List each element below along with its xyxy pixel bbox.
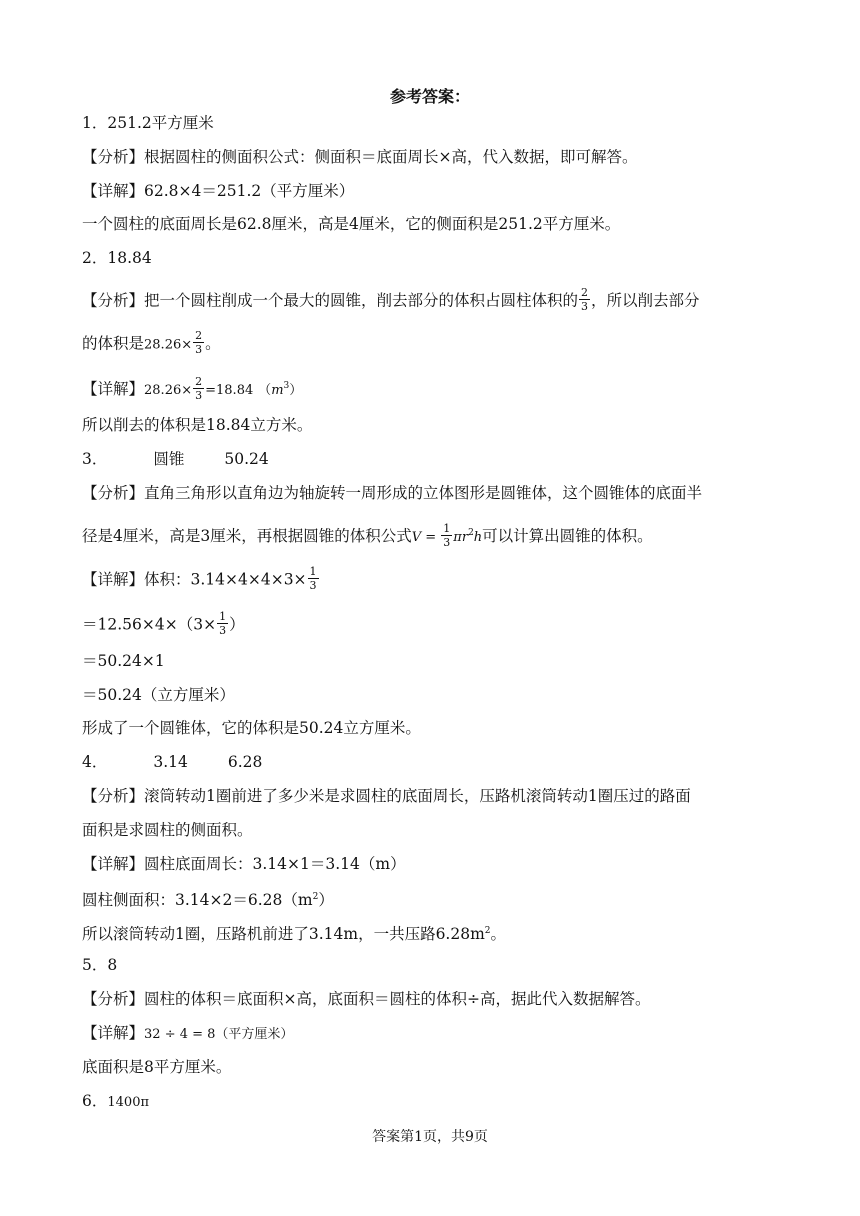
q4-answer-2: 6.28 [227, 753, 263, 771]
q1-number: 1． [82, 114, 108, 132]
q5-answer: 8 [107, 956, 118, 974]
q1-answer: 251.2平方厘米 [107, 114, 214, 132]
q4-detail: 【详解】圆柱底面周长：3.14×1＝3.14（m） [82, 855, 406, 873]
q2-analysis2-text-b: 。 [205, 334, 221, 353]
q3-detail-text: 【详解】体积：3.14×4×4×3× [82, 570, 307, 589]
q3-analysis-text-a: 径是4厘米，高是3厘米，再根据圆锥的体积公式 [82, 527, 412, 546]
q4-conclusion-superscript: 2 [484, 926, 491, 936]
q4-step-1 [82, 886, 334, 911]
q3-answer-line [82, 448, 269, 470]
q3-answer-2: 50.24 [224, 450, 269, 468]
fraction-numerator: 1 [219, 610, 227, 623]
q2-number: 2． [82, 249, 108, 267]
q5-number: 5． [82, 956, 108, 974]
q6-answer-line [82, 1090, 149, 1114]
page-footer: 答案第1页，共9页 [372, 1129, 488, 1145]
q5-detail [82, 1022, 293, 1046]
formula-v: V [411, 530, 422, 546]
fraction-denominator: 3 [443, 535, 451, 549]
formula-h: h [473, 530, 483, 546]
q3-analysis-text-b: 可以计算出圆锥的体积。 [482, 527, 653, 546]
fraction-numerator: 2 [195, 329, 203, 342]
q2-unit-superscript: 3 [283, 381, 290, 391]
q3-conclusion: 形成了一个圆锥体，它的体积是50.24立方厘米。 [82, 719, 421, 737]
q2-unit-close: ） [289, 383, 303, 399]
q3-formula-fraction [441, 522, 452, 549]
fraction-numerator: 2 [581, 286, 589, 299]
q1-analysis: 【分析】根据圆柱的侧面积公式：侧面积＝底面周长×高，代入数据，即可解答。 [82, 148, 638, 166]
q2-detail-result: =18.84 [205, 383, 254, 399]
q5-detail-expression: 32 ÷ 4 = 8 [144, 1027, 216, 1042]
q3-answer-1: 圆锥 [153, 450, 185, 468]
q5-answer-line [82, 954, 117, 976]
fraction-denominator: 3 [195, 343, 203, 356]
q2-analysis-text-b: ，所以削去部分 [591, 291, 700, 310]
q1-conclusion: 一个圆柱的底面周长是62.8厘米，高是4厘米，它的侧面积是251.2平方厘米。 [82, 215, 621, 233]
q4-answer-line [82, 751, 262, 773]
q2-analysis2-text-a: 的体积是 [82, 334, 145, 353]
fraction-numerator: 1 [443, 521, 451, 535]
q2-analysis-text-a: 【分析】把一个圆柱削成一个最大的圆锥，削去部分的体积占圆柱体积的 [82, 291, 579, 310]
q3-number: 3． [82, 450, 108, 468]
q4-analysis-cont: 面积是求圆柱的侧面积。 [82, 821, 253, 839]
q4-step-1-text-b: ） [318, 891, 334, 910]
formula-superscript: 2 [468, 528, 474, 538]
q3-detail [82, 567, 320, 594]
q5-analysis: 【分析】圆柱的体积＝底面积×高，底面积＝圆柱的体积÷高，据此代入数据解答。 [82, 990, 651, 1008]
q5-conclusion: 底面积是8平方厘米。 [82, 1058, 232, 1076]
q4-answer-1: 3.14 [153, 753, 188, 771]
formula-r: r [461, 530, 469, 546]
q2-conclusion: 所以削去的体积是18.84立方米。 [82, 416, 313, 434]
q2-answer-line [82, 247, 152, 269]
q3-step-1 [82, 612, 245, 639]
q3-detail-fraction [308, 565, 319, 592]
q3-step-1-fraction [217, 610, 228, 637]
page-title: 参考答案： [389, 87, 470, 106]
q4-step-1-text-a: 圆柱侧面积：3.14×2＝6.28（m [82, 891, 313, 910]
q2-detail [82, 375, 302, 404]
q6-answer: 1400π [107, 1095, 150, 1110]
q3-analysis: 【分析】直角三角形以直角边为轴旋转一周形成的立体图形是圆锥体，这个圆锥体的底面半 [82, 484, 703, 502]
q2-detail-expression: 28.26× [144, 383, 193, 399]
q3-analysis-cont [82, 522, 653, 551]
q2-expression: 28.26× [144, 337, 193, 353]
q4-conclusion-text-a: 所以滚筒转动1圈，压路机前进了3.14m，一共压路6.28m [82, 925, 485, 944]
q2-fraction [579, 286, 590, 313]
q5-detail-unit: （平方厘米） [215, 1027, 294, 1042]
q3-step-1-text-a: ＝12.56×4×（3× [82, 615, 217, 634]
fraction-denominator: 3 [309, 579, 317, 592]
q2-detail-label: 【详解】 [82, 380, 145, 399]
q3-step-2: ＝50.24×1 [82, 652, 165, 670]
q3-step-3: ＝50.24（立方厘米） [82, 686, 235, 704]
q2-analysis [82, 288, 700, 315]
q2-fraction-2 [193, 329, 204, 356]
q4-conclusion [82, 920, 506, 945]
fraction-numerator: 2 [195, 374, 203, 388]
q3-step-1-text-b: ） [229, 615, 245, 634]
q2-unit: m [271, 383, 284, 399]
q2-analysis-cont [82, 331, 221, 358]
q2-fraction-3 [193, 375, 204, 402]
fraction-denominator: 3 [195, 388, 203, 402]
formula-equals: = [421, 530, 441, 546]
fraction-denominator: 3 [219, 624, 227, 637]
fraction-denominator: 3 [581, 300, 589, 313]
q4-analysis: 【分析】滚筒转动1圈前进了多少米是求圆柱的底面周长，压路机滚筒转动1圈压过的路面 [82, 787, 691, 805]
q4-conclusion-text-b: 。 [490, 925, 507, 944]
q4-number: 4． [82, 753, 108, 771]
q5-detail-label: 【详解】 [82, 1024, 145, 1042]
formula-pi: π [453, 530, 462, 546]
q4-step-1-superscript: 2 [312, 892, 319, 902]
q1-detail: 【详解】62.8×4＝251.2（平方厘米） [82, 182, 355, 200]
q1-answer-line [82, 112, 214, 134]
q2-unit-open: （ [258, 383, 272, 399]
fraction-numerator: 1 [309, 565, 317, 578]
q6-number: 6． [82, 1092, 108, 1110]
q2-answer: 18.84 [107, 249, 152, 267]
